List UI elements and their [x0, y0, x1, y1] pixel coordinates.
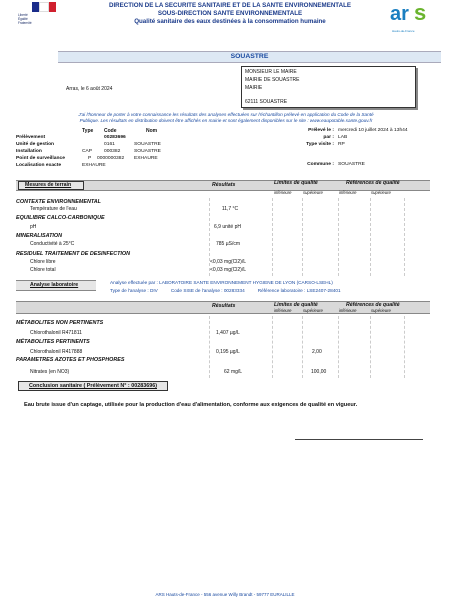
installation-type: CAP [82, 149, 93, 154]
labo-line-2: Type de l'analyse : DIV Code SISE de l'analyse : 00283334 Référence laboratoire : LSE2407-28401 [110, 288, 341, 293]
par-label: par : [323, 135, 334, 140]
intro-line-2: Publique. Les résultats en distribution doivent être affichés en mairie et sont également disponibles sur le site : www.eaupotable.sante.gouv.fr [79, 118, 373, 124]
param-chlorothalonil-r471811: Chlorothalonil R471811 [30, 330, 82, 336]
header-line-3: Qualité sanitaire des eaux destinées à la consommation humaine [134, 18, 326, 25]
group-azotes-phosphores: PARAMETRES AZOTES ET PHOSPHORES [16, 357, 125, 363]
logo-motto: Liberté Égalité Fraternité [18, 13, 32, 25]
commune-value: SOUASTRE [338, 162, 365, 167]
terrain-col-ref-inf: inférieure [339, 190, 357, 195]
grid-line [272, 198, 274, 276]
param-chlorothalonil-r417888: Chlorothalonil R417888 [30, 349, 83, 355]
point-code: 0000000382 [97, 156, 125, 161]
french-flag-icon [32, 2, 56, 12]
result-chlore-libre: <0,03 mg(Cl2)/L [210, 259, 246, 265]
terrain-col-ref-sup: supérieure [371, 190, 391, 195]
terrain-col-refs: Références de qualité [346, 180, 400, 186]
limit-chlorothalonil-r417888: 2,00 [312, 349, 322, 355]
terrain-col-results: Résultats [212, 182, 236, 188]
param-conductivite: Conductivité à 25°C [30, 241, 75, 247]
prelevement-value: 00283696 [104, 135, 126, 140]
terrain-section-label: Mesures de terrain [18, 181, 84, 190]
labo-col-sup: supérieure [303, 308, 323, 313]
terrain-col-limits: Limites de qualité [274, 180, 318, 186]
labo-col-ref-sup: supérieure [371, 308, 391, 313]
commune-label: Commune : [307, 162, 334, 167]
unite-label: Unité de gestion [16, 142, 55, 147]
point-nom: EXHAURE [134, 156, 158, 161]
group-contexte: CONTEXTE ENVIRONNEMENTAL [16, 199, 101, 205]
param-chlore-total: Chlore total [30, 267, 56, 273]
visite-value: RP [338, 142, 345, 147]
header-line-1: DIRECTION DE LA SECURITE SANITAIRE ET DE LA SANTE ENVIRONNEMENTALE [108, 2, 351, 9]
sample-metadata [16, 128, 436, 178]
group-metabolites-non-pertinents: MÉTABOLITES NON PERTINENTS [16, 320, 104, 326]
param-temperature: Température de l'eau [30, 206, 77, 212]
labo-columns [16, 301, 430, 314]
header-block [80, 2, 380, 26]
group-metabolites-pertinents: MÉTABOLITES PERTINENTS [16, 339, 90, 345]
grid-line [404, 316, 406, 378]
conclusion-header [16, 381, 430, 390]
labo-col-inf: inférieure [274, 308, 292, 313]
conclusion-label: Conclusion sanitaire ( Prélèvement N° : 00283696) [18, 381, 168, 391]
par-value: LAB [338, 135, 348, 140]
result-ph: 6,9 unité pH [214, 224, 241, 230]
group-equilibre: EQUILIBRE CALCO-CARBONIQUE [16, 215, 105, 221]
grid-line [209, 316, 211, 378]
result-nitrates: 62 mg/L [224, 369, 243, 375]
conclusion-text: Eau brute issue d'un captage, utilisée pour la production d'eau d'alimentation, conforme aux exigences de qualité en vigueur. [24, 402, 358, 408]
grid-line [302, 198, 304, 276]
grid-line [370, 198, 372, 276]
republique-francaise-logo [16, 2, 76, 38]
grid-line [370, 316, 372, 378]
svg-text:ar: ar [390, 3, 409, 25]
installation-label: Installation [16, 149, 42, 154]
header-line-2: SOUS-DIRECTION SANTE ENVIRONNEMENTALE [157, 10, 303, 17]
limit-nitrates: 100,00 [311, 369, 327, 375]
preleve-value: mercredi 10 juillet 2024 à 13h44 [338, 128, 408, 133]
result-temperature: 11,7 °C [221, 206, 239, 212]
terrain-header [16, 180, 430, 191]
result-chlorothalonil-r471811: 1,407 µg/L [216, 330, 240, 336]
labo-line-1: Analyse effectuée par : LABORATOIRE SANTE ENVIRONNEMENT HYGIENE DE LYON (CARSO-LSEHL) [110, 280, 333, 285]
intro-line-1: J'ai l'honneur de porter à votre connaissance les résultats des analyses effectuées sur l'échantillon prélevé en application du Code de la Santé [78, 112, 374, 117]
point-label: Point de surveillance [16, 156, 65, 161]
address-line: MAIRIE DE SOUASTRE [245, 77, 300, 83]
address-line: 62111 SOUASTRE [245, 99, 288, 105]
localisation-label: Localisation exacte [16, 163, 62, 168]
prelevement-label: Prélèvement [16, 135, 46, 140]
svg-text:s: s [414, 0, 427, 25]
address-line: MAIRIE [245, 85, 263, 91]
result-chlorothalonil-r417888: 0,195 µg/L [216, 349, 240, 355]
point-type: P [88, 156, 92, 161]
col-nom-header: Nom [146, 128, 158, 134]
labo-section-label: Analyse laboratoire [30, 282, 79, 288]
footer: ARS Hauts-de-France - 556 avenue Willy Brandt - 59777 EURALILLE [155, 592, 295, 597]
labo-header [16, 280, 96, 291]
installation-code: 000382 [104, 149, 121, 154]
ars-logo-icon [388, 0, 438, 30]
col-code-header: Code [104, 128, 117, 134]
localisation-value: EXHAURE [82, 163, 106, 168]
address-box [241, 66, 416, 108]
preleve-label: Prélevé le : [308, 128, 334, 133]
ars-region: Hauts-de-France [392, 29, 415, 33]
installation-nom: SOUASTRE [134, 149, 161, 154]
labo-col-results: Résultats [212, 303, 236, 309]
param-chlore-libre: Chlore libre [30, 259, 56, 265]
terrain-col-sup: supérieure [303, 190, 323, 195]
group-residuel: RESIDUEL TRAITEMENT DE DESINFECTION [16, 251, 131, 257]
group-mineralisation: MINERALISATION [16, 233, 63, 239]
date-line: Arras, le 6 août 2024 [66, 86, 113, 92]
address-line: MONSIEUR LE MAIRE [245, 69, 297, 75]
param-nitrates: Nitrates (en NO3) [30, 369, 70, 375]
grid-line [338, 316, 340, 378]
param-ph: pH [30, 224, 37, 230]
col-type-header: Type [82, 128, 94, 134]
labo-col-refs: Références de qualité [346, 302, 400, 308]
labo-col-ref-inf: inférieure [339, 308, 357, 313]
result-chlore-total: <0,03 mg(Cl2)/L [210, 267, 246, 273]
grid-line [338, 198, 340, 276]
grid-line [272, 316, 274, 378]
signature-line [295, 439, 423, 440]
intro-text [16, 112, 436, 124]
grid-line [302, 316, 304, 378]
unite-nom: SOUASTRE [134, 142, 161, 147]
ars-logo [388, 0, 438, 34]
visite-label: Type visite : [306, 142, 334, 147]
unite-code: 0161 [104, 142, 115, 147]
terrain-col-inf: inférieure [274, 190, 292, 195]
grid-line [404, 198, 406, 276]
result-conductivite: 785 µS/cm [216, 241, 241, 247]
labo-col-limits: Limites de qualité [274, 302, 318, 308]
commune-title: SOUASTRE [58, 51, 441, 63]
